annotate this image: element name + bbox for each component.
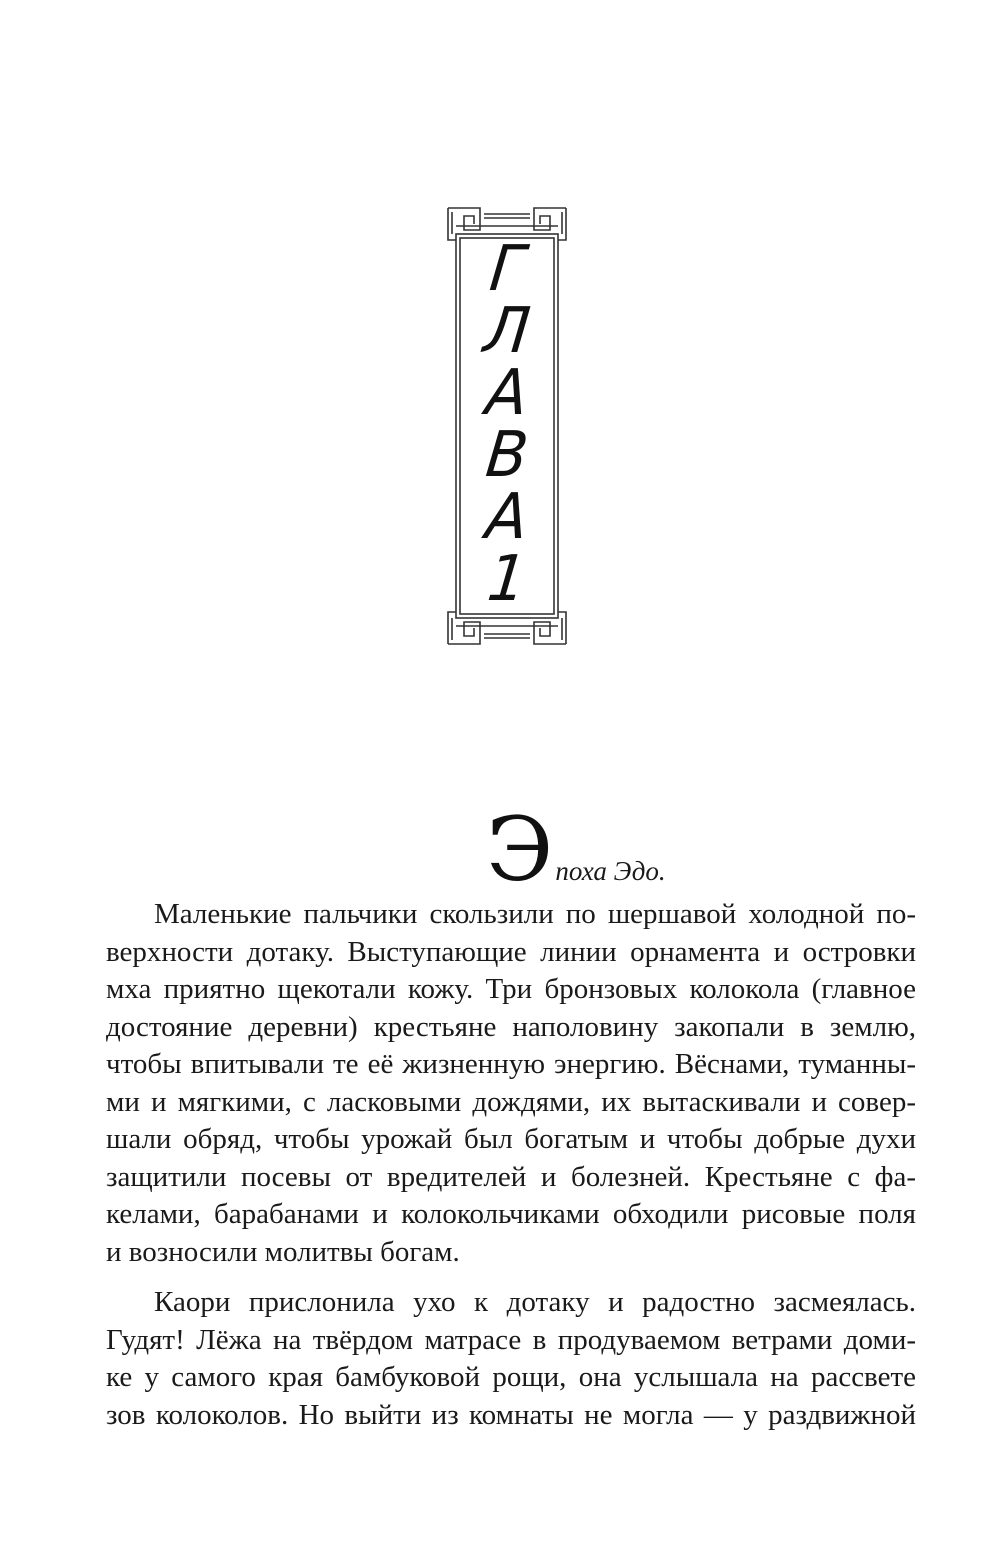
chapter-title-letter: А [482,480,532,554]
text-line: Гудят! Лёжа на твёрдом матрасе в продуваемом ветрами доми- [106,1323,916,1356]
text-line: зов колоколов. Но выйти из комнаты не могла — у раздвижной [106,1398,916,1431]
text-line: и возносили молитвы богам. [106,1235,460,1268]
text-line: Каори прислонила ухо к дотаку и радостно засмеялась. [154,1286,916,1318]
text-line: келами, барабанами и колокольчиками обходили рисовые поля [106,1198,916,1230]
text-line: достояние деревни) крестьяне наполовину закопали в землю, [106,1010,916,1043]
chapter-number: 1 [484,542,530,616]
text-line: верхности дотаку. Выступающие линии орнамента и островки [106,935,916,968]
chapter-title-letter: В [482,418,532,492]
text-line: мха приятно щекотали кожу. Три бронзовых колокола (главное [106,973,916,1005]
epigraph-line [486,798,666,901]
text-line: Маленькие пальчики скользили по шершавой холодной по- [154,898,916,930]
chapter-title-letter: Г [486,232,528,306]
text-line: ке у самого края бамбуковой рощи, она услышала на рассвете [106,1361,916,1393]
chapter-title [444,204,570,648]
text-line: защитили посевы от вредителей и болезней. Крестьяне с фа- [106,1160,916,1193]
paragraph-1 [106,896,916,1271]
epigraph-text: поха Эдо. [555,856,666,886]
paragraph-spacer [106,1271,916,1284]
drop-cap-letter: Э [486,798,554,901]
chapter-heading-frame [444,204,570,648]
chapter-title-letter: А [482,356,532,430]
text-line: ми и мягкими, с ласковыми дождями, их вытаскивали и совер- [106,1085,916,1118]
paragraph-2 [106,1284,916,1434]
chapter-title-letter: Л [480,294,534,368]
text-line: шали обряд, чтобы урожай был богатым и чтобы добрые духи [106,1123,916,1155]
text-line: чтобы впитывали те её жизненную энергию. Вёснами, туманны- [106,1048,916,1080]
chapter-body [106,896,916,1434]
